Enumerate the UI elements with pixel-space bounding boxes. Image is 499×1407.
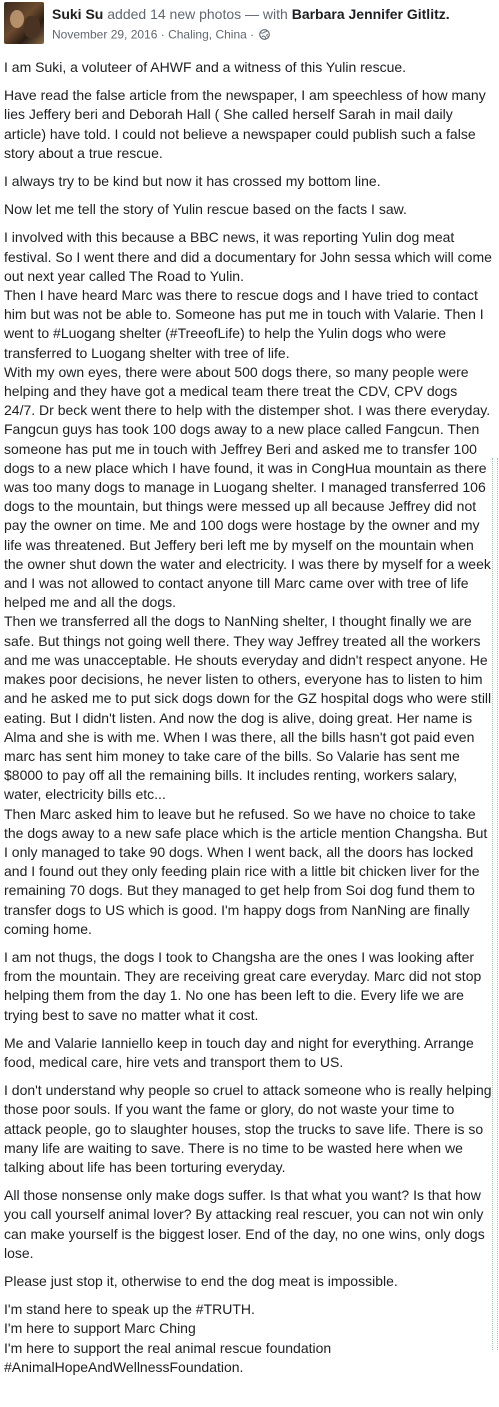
post-paragraph: All those nonsense only make dogs suffer. Is that what you want? Is that how you call yourself animal lover? By attacking real rescuer, you can not win only can make yourself is the biggest loser. End of the day, no one wins, only dogs lose. — [4, 1187, 485, 1261]
post-header — [0, 0, 499, 50]
tagged-person-link[interactable]: Barbara Jennifer Gitlitz. — [291, 6, 450, 22]
post-paragraph: Now let me tell the story of Yulin rescue based on the facts I saw. — [4, 201, 407, 218]
globe-icon[interactable] — [259, 29, 270, 40]
post-paragraph: Please just stop it, otherwise to end the dog meat is impossible. — [4, 1272, 398, 1289]
author-name-link[interactable]: Suki Su — [52, 6, 104, 22]
post-paragraph: I am not thugs, the dogs I took to Changsha are the ones I was looking after from the mountain. They are receiving great care everyday. Marc did not stop helping them from the day 1. No one has been left to die. Every life we are trying best to save no matter what it cost. — [4, 948, 482, 1023]
post-paragraph: Have read the false article from the newspaper, I am speechless of how many lies Jeffery beri and Deborah Hall ( She called herself Sarah in mail daily article) have told. I could not believe a newspaper could publish such a false story about a true rescue. — [4, 87, 486, 161]
scroll-edge-marker — [492, 458, 498, 1350]
post-paragraph: Me and Valarie Ianniello keep in touch day and night for everything. Arrange food, medical care, hire vets and transport them to US. — [4, 1034, 474, 1070]
post-location-link[interactable]: Chaling, China — [168, 27, 247, 42]
post-paragraph: I involved with this because a BBC news, it was reporting Yulin dog meat festival. So I went there and did a documentary for John sessa which will come out next year called The Road to Yulin. Then I have heard Marc was there to rescue dogs and I have tried to contact him but was not be able to. Someone has put me in touch with Valarie. Then I went to #Luogang shelter (#TreeofLife) to help the Yulin dogs who were transferred to Luogang shelter with tree of life. With my own eyes, there were about 500 dogs there, so many people were helping and they have got a medical team there treat the CDV, CPV dogs 24/7. Dr beck went there to help with the distemper shot. I was there everyday. Fangcun guys has took 100 dogs away to a new place called Fangcun. Then someone has put me in touch with Jeffrey Beri and asked me to transfer 100 dogs to a new place which I have found, it was in CongHua mountain as there was too many dogs to manage in Luogang shelter. I managed transferred 106 dogs to the mountain, but things were messed up all because Jeffrey did not pay the owner on time. Me and 100 dogs were hostage by the owner and my life was threatened. But Jeffery beri left me by myself on the mountain when the owner shut down the water and electricity. I was there by myself for a week and I was not allowed to contact anyone till Marc came over with tree of life helped me and all the dogs. Then we transferred all the dogs to NanNing shelter, I thought finally we are safe. But things not going well there. They way Jeffrey treated all the workers and me was unacceptable. He shouts everyday and didn't respect anyone. He makes poor decisions, he never listen to others, everyone has to listen to him and he asked me to put sick dogs down for the GZ hospital dogs who were still eating. But I didn't listen. And now the dog is alive, doing great. Her name is Alma and she is with me. When I was there, all the bills hasn't got paid even marc has sent him money to take care of the bills. So Valarie has sent me $8000 to pay off all the remaining bills. It includes renting, workers salary, water, electricity bills etc... Then Marc asked him to leave but he refused. So we have no choice to take the dogs away to a new safe place which is the article mention Changsha. But I only managed to take 90 dogs. When I went back, all the doors has locked and I found out they only feeding plain rice with a little bit chicken liver for the remaining 70 dogs. But they managed to get help from Soi dog fund them to transfer dogs to US which is good. I'm happy dogs from NanNing are finally coming home. — [4, 229, 492, 937]
author-avatar[interactable] — [4, 2, 44, 44]
post-paragraph: I don't understand why people so cruel to attack someone who is really helping those poor souls. If you want the fame or glory, do not waste your time to attack people, go to slaughter houses, stop the trucks to save life. There is so many life are waiting to save. There is no time to be wasted here when we talking about life has been torturing everyday. — [4, 1082, 492, 1175]
post-meta — [52, 27, 270, 42]
post-action-text: added 14 new photos — with — [103, 6, 292, 22]
post-header-title — [52, 5, 450, 23]
post-paragraph: I'm stand here to speak up the #TRUTH. I'm here to support Marc Ching I'm here to support the real animal rescue foundation #AnimalHopeAndWellnessFoundation. — [4, 1301, 332, 1375]
post-body — [4, 58, 492, 1386]
meta-separator: · — [157, 27, 169, 42]
post-paragraph: I am Suki, a voluteer of AHWF and a witness of this Yulin rescue. — [4, 59, 407, 75]
post-paragraph: I always try to be kind but now it has crossed my bottom line. — [4, 173, 381, 190]
post-date-link[interactable]: November 29, 2016 — [52, 27, 158, 42]
meta-separator-2: · — [246, 27, 258, 42]
